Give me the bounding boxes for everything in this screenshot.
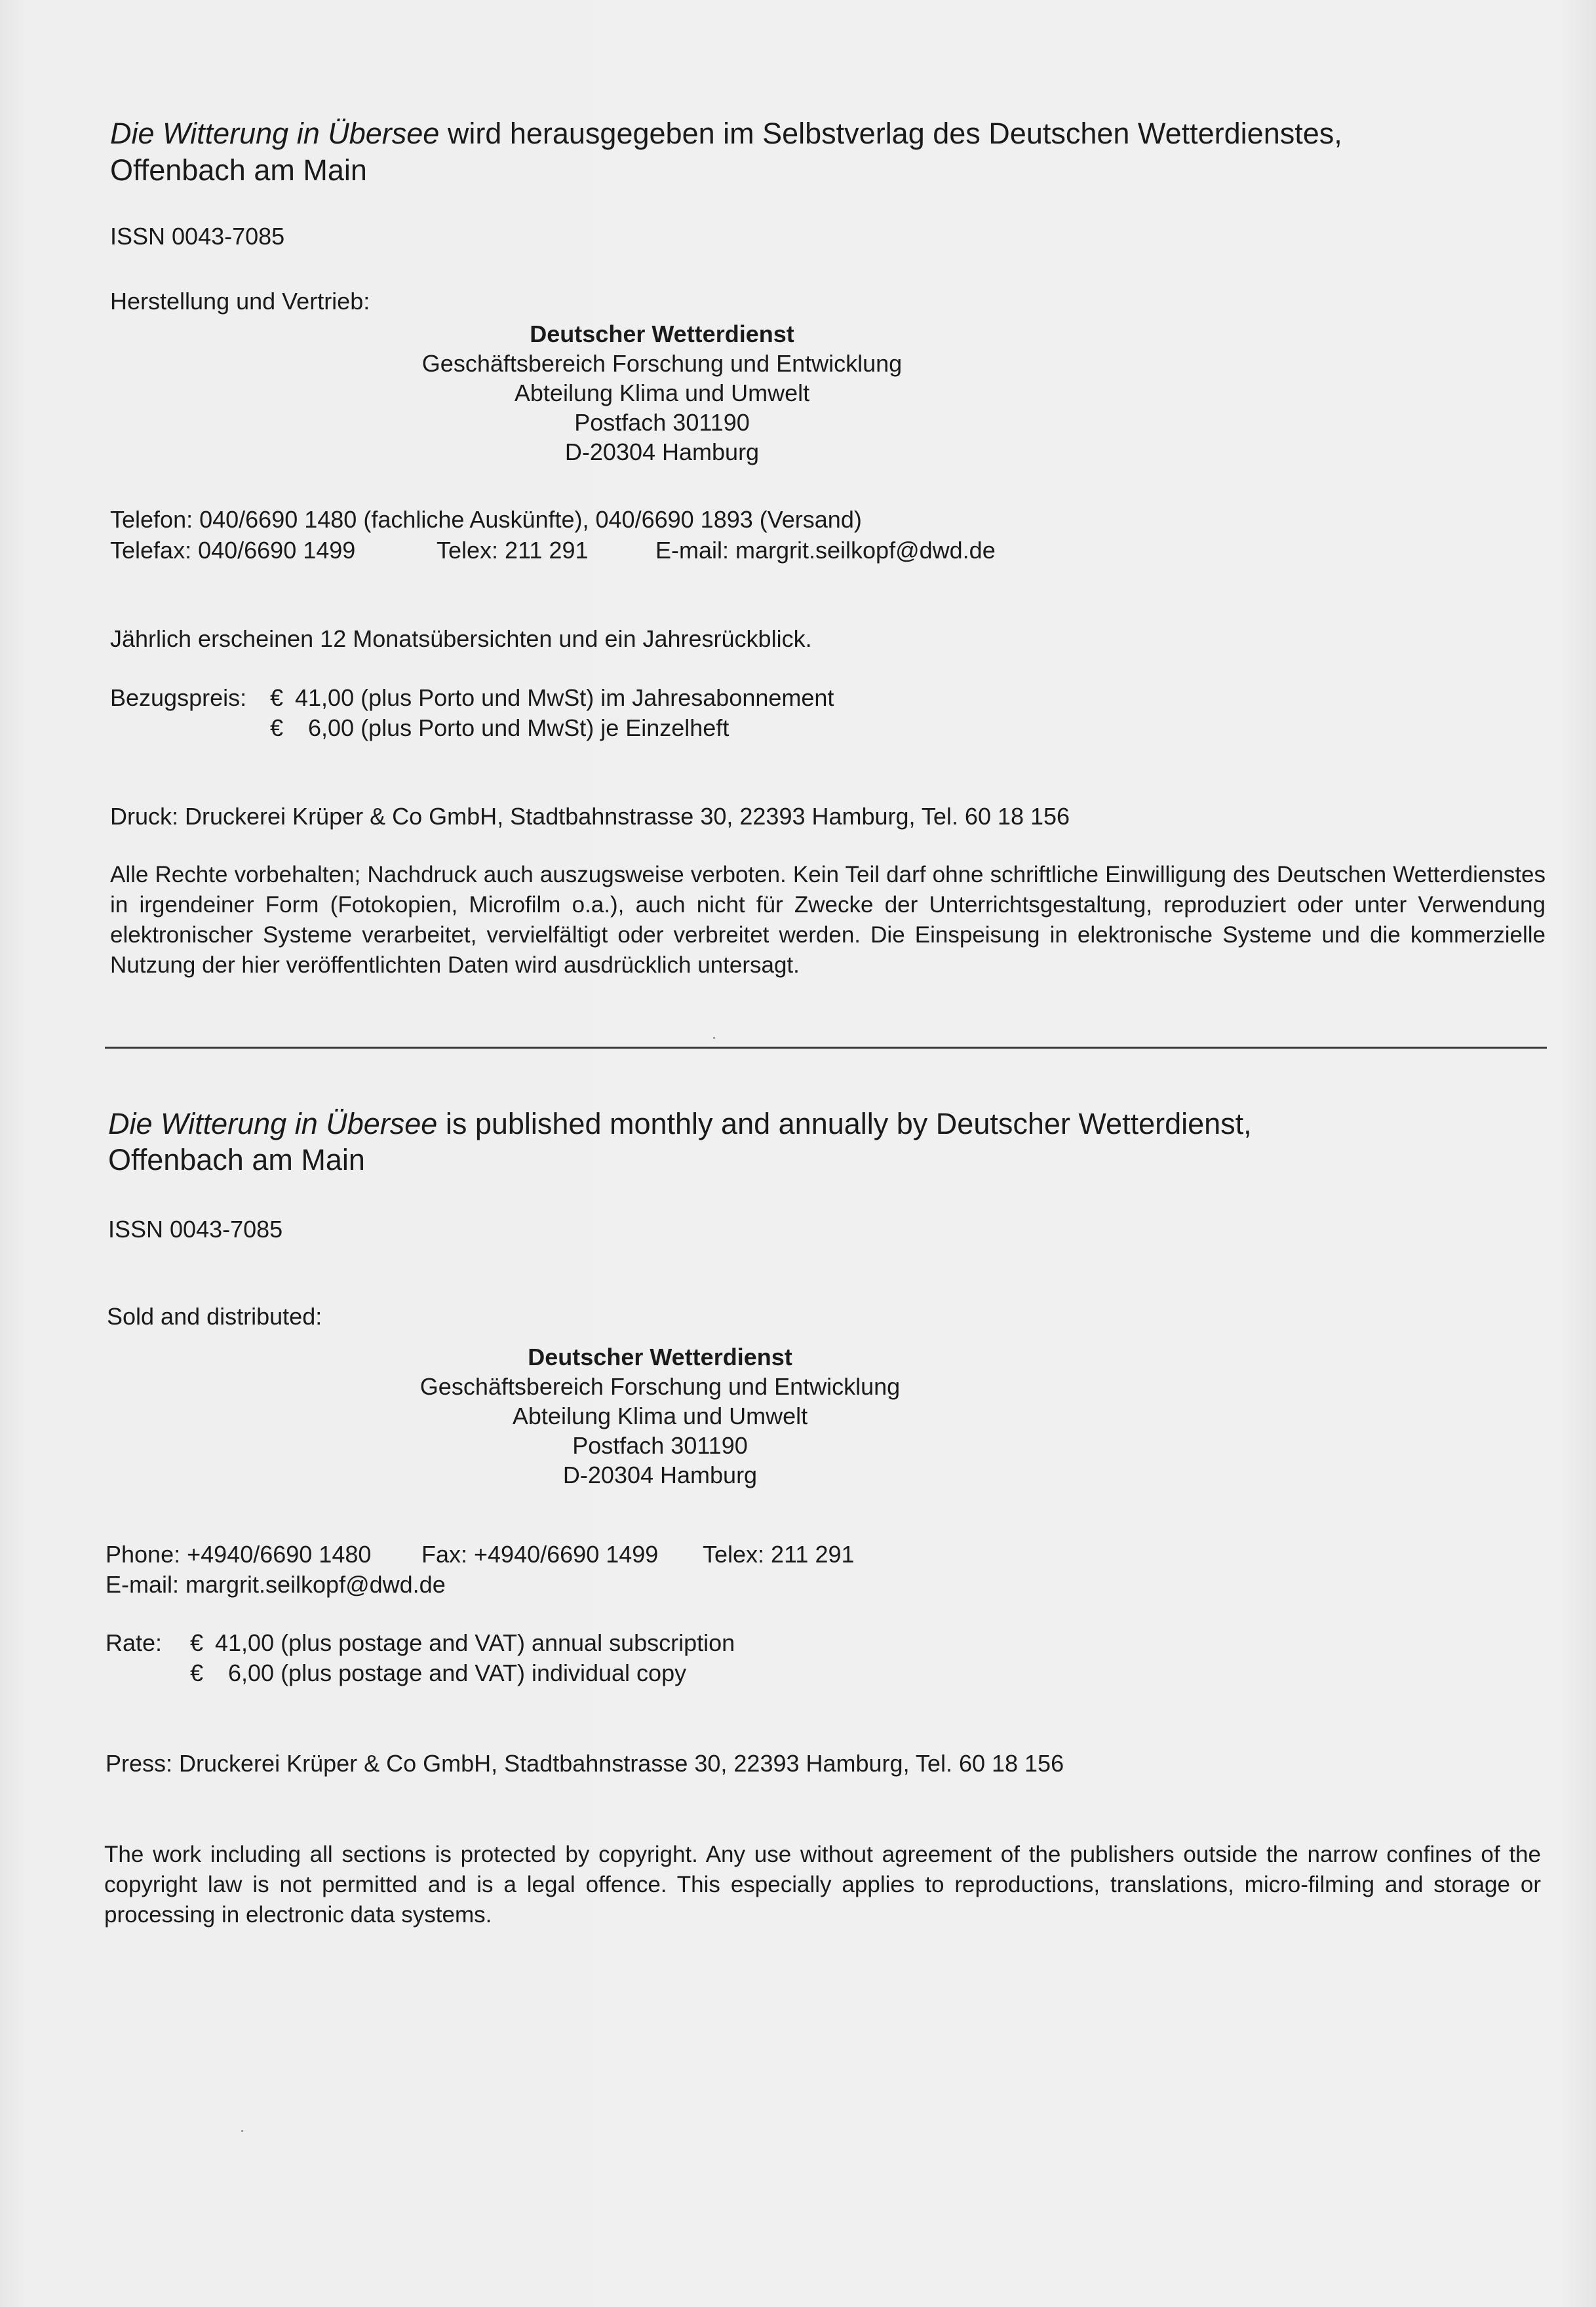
euro-sign: € (270, 684, 284, 711)
english-phone: Phone: +4940/6690 1480 (106, 1541, 372, 1568)
english-rate-label: Rate: (106, 1629, 163, 1656)
english-rate-single (190, 1658, 686, 1688)
section-divider (105, 1047, 1547, 1049)
euro-sign: € (190, 1659, 204, 1686)
english-telex: Telex: 211 291 (703, 1541, 855, 1568)
address-line4: D-20304 Hamburg (564, 438, 760, 465)
publication-title-italic: Die Witterung in Übersee (110, 117, 440, 150)
address-line1: Geschäftsbereich Forschung und Entwicklung (421, 350, 903, 377)
english-rate-annual (190, 1628, 735, 1658)
english-printer: Press: Druckerei Krüper & Co GmbH, Stadtbahnstrasse 30, 22393 Hamburg, Tel. 60 18 156 (106, 1750, 1064, 1777)
scan-speck (713, 1037, 715, 1039)
english-fax: Fax: +4940/6690 1499 (421, 1541, 659, 1568)
address-line4: D-20304 Hamburg (562, 1462, 758, 1488)
german-title (110, 113, 1342, 155)
english-email: E-mail: margrit.seilkopf@dwd.de (106, 1571, 446, 1598)
scan-speck (241, 2130, 243, 2132)
german-rights-paragraph: Alle Rechte vorbehalten; Nachdruck auch auszugsweise verboten. Kein Teil darf ohne schriftliche Einwilligung des Deutschen Wetterdienstes in irgendeiner Form (Fotokopien, Microfilm o.a.), auch nicht für Zwecke der Unterrichtsgestaltung, reproduziert oder unter Verwendung elektronischer Systeme verarbeitet, vervielfältigt oder verbreitet werden. Die Einspeisung in elektronische Systeme und die kommerzielle Nutzung der hier veröffentlichten Daten wird ausdrücklich untersagt. (110, 862, 1546, 978)
price-annual-text: 41,00 (plus Porto und MwSt) im Jahresabonnement (295, 684, 834, 711)
rate-annual-text: 41,00 (plus postage and VAT) annual subscription (215, 1629, 735, 1656)
german-phone-line: Telefon: 040/6690 1480 (fachliche Auskünfte), 040/6690 1893 (Versand) (110, 506, 862, 533)
german-address-block (367, 319, 957, 467)
german-telex: Telex: 211 291 (437, 537, 589, 564)
english-title-line2: Offenbach am Main (108, 1143, 365, 1176)
english-address-block (365, 1342, 955, 1490)
english-distrib-label: Sold and distributed: (107, 1303, 322, 1330)
english-issn: ISSN 0043-7085 (108, 1216, 283, 1243)
address-line3: Postfach 301190 (572, 1432, 748, 1459)
german-fax: Telefax: 040/6690 1499 (110, 537, 356, 564)
publication-title-italic: Die Witterung in Übersee (108, 1107, 438, 1140)
english-title-rest: is published monthly and annually by Deutscher Wetterdienst, (437, 1107, 1252, 1140)
german-price-single (270, 713, 729, 743)
address-line3: Postfach 301190 (574, 409, 750, 436)
english-rights-paragraph: The work including all sections is protected by copyright. Any use without agreement of the publishers outside the narrow confines of the copyright law is not permitted and is a legal offence. This especially applies to reproductions, translations, micro-filming and storage or processing in electronic data systems. (104, 1842, 1541, 1928)
rate-single-text: 6,00 (plus postage and VAT) individual copy (215, 1659, 687, 1686)
german-price-annual (270, 683, 834, 713)
german-title-line2: Offenbach am Main (110, 153, 367, 187)
address-org: Deutscher Wetterdienst (530, 320, 794, 347)
address-line2: Abteilung Klima und Umwelt (512, 1403, 808, 1429)
german-frequency: Jährlich erscheinen 12 Monatsübersichten und ein Jahresrückblick. (110, 625, 812, 652)
german-price-label: Bezugspreis: (110, 684, 247, 711)
price-single-text: 6,00 (plus Porto und MwSt) je Einzelheft (295, 714, 730, 741)
euro-sign: € (270, 714, 284, 741)
euro-sign: € (190, 1629, 204, 1656)
german-producer-label: Herstellung und Vertrieb: (110, 288, 370, 315)
address-org: Deutscher Wetterdienst (528, 1344, 792, 1370)
german-title-rest: wird herausgegeben im Selbstverlag des Deutschen Wetterdienstes, (439, 117, 1342, 150)
german-issn: ISSN 0043-7085 (110, 223, 285, 250)
address-line2: Abteilung Klima und Umwelt (514, 379, 810, 406)
address-line1: Geschäftsbereich Forschung und Entwicklung (419, 1373, 901, 1400)
german-email: E-mail: margrit.seilkopf@dwd.de (655, 537, 996, 564)
german-printer: Druck: Druckerei Krüper & Co GmbH, Stadtbahnstrasse 30, 22393 Hamburg, Tel. 60 18 156 (110, 803, 1070, 830)
